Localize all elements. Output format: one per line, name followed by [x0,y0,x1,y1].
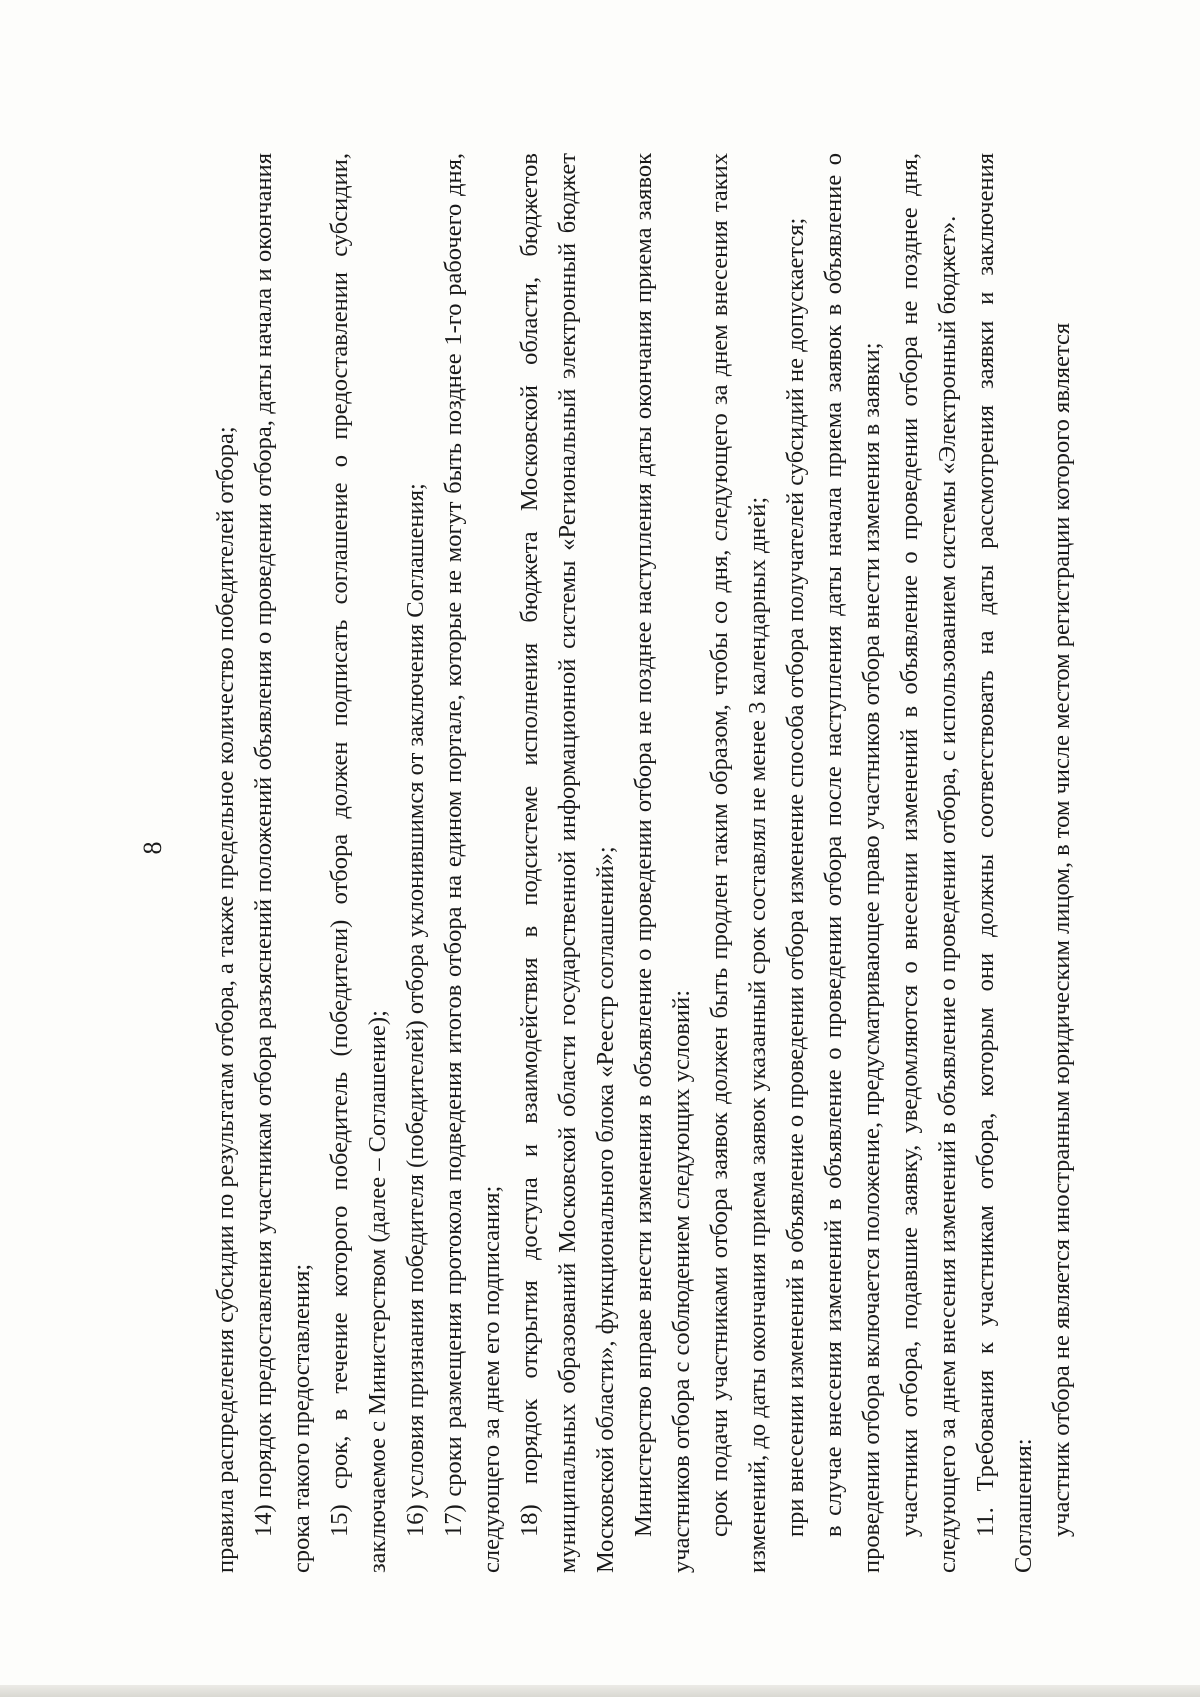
paragraph: правила распределения субсидии по результатам отбора, а также предельное количество победителей отбора; [212,426,239,1573]
paragraph: срок подачи участниками отбора заявок должен быть продлен таким образом, чтобы со дня, следующего за днем внесения таких изменений, до даты окончания приема заявок указанный срок составлял не менее 3 календарных дней; [706,153,771,1573]
paragraph: в случае внесения изменений в объявление о проведении отбора после наступления даты начала приема заявок в объявление о проведении отбора включается положение, предусматривающее право участников отбора внести изменения в заявки; [820,153,885,1573]
document-body [207,153,1081,1573]
paragraph: Министерство вправе внести изменения в объявление о проведении отбора не позднее наступления даты окончания приема заявок участников отбора с соблюдением следующих условий: [630,153,695,1573]
paragraph: 16) условия признания победителя (победителей) отбора уклонившимся от заключения Соглашения; [402,483,429,1537]
paragraph: 14) порядок предоставления участникам отбора разъяснений положений объявления о проведении отбора, даты начала и окончания срока такого предоставления; [250,153,315,1573]
paragraph: участники отбора, подавшие заявку, уведомляются о внесении изменений в объявление о проведении отбора не позднее дня, следующего за днем внесения изменений в объявление о проведении отбора, с использованием системы «Электронный бюджет». [896,153,961,1573]
paragraph: 18) порядок открытия доступа и взаимодействия в подсистеме исполнения бюджета Московской области, бюджетов муниципальных образований Московской области государственной информационной системы «Региональный электронный бюджет Московской области», функционального блока «Реестр соглашений»; [516,153,619,1573]
page-number: 8 [138,841,167,855]
rotated-page-content [70,68,1130,1628]
paragraph: при внесении изменений в объявление о проведении отбора изменение способа отбора получателей субсидий не допускается; [782,217,809,1537]
paragraph: 15) срок, в течение которого победитель (победители) отбора должен подписать соглашение о предоставлении субсидии, заключаемое с Министерством (далее – Соглашение); [326,153,391,1573]
scan-bottom-edge [0,1685,1200,1697]
paragraph: 17) сроки размещения протокола подведения итогов отбора на едином портале, которые не могут быть позднее 1-го рабочего дня, следующего за днем его подписания; [440,153,505,1573]
paragraph: участник отбора не является иностранным юридическим лицом, в том числе местом регистрации которого является [1048,322,1075,1537]
paragraph: 11. Требования к участникам отбора, которым они должны соответствовать на даты рассмотрения заявки и заключения Соглашения: [972,153,1037,1573]
